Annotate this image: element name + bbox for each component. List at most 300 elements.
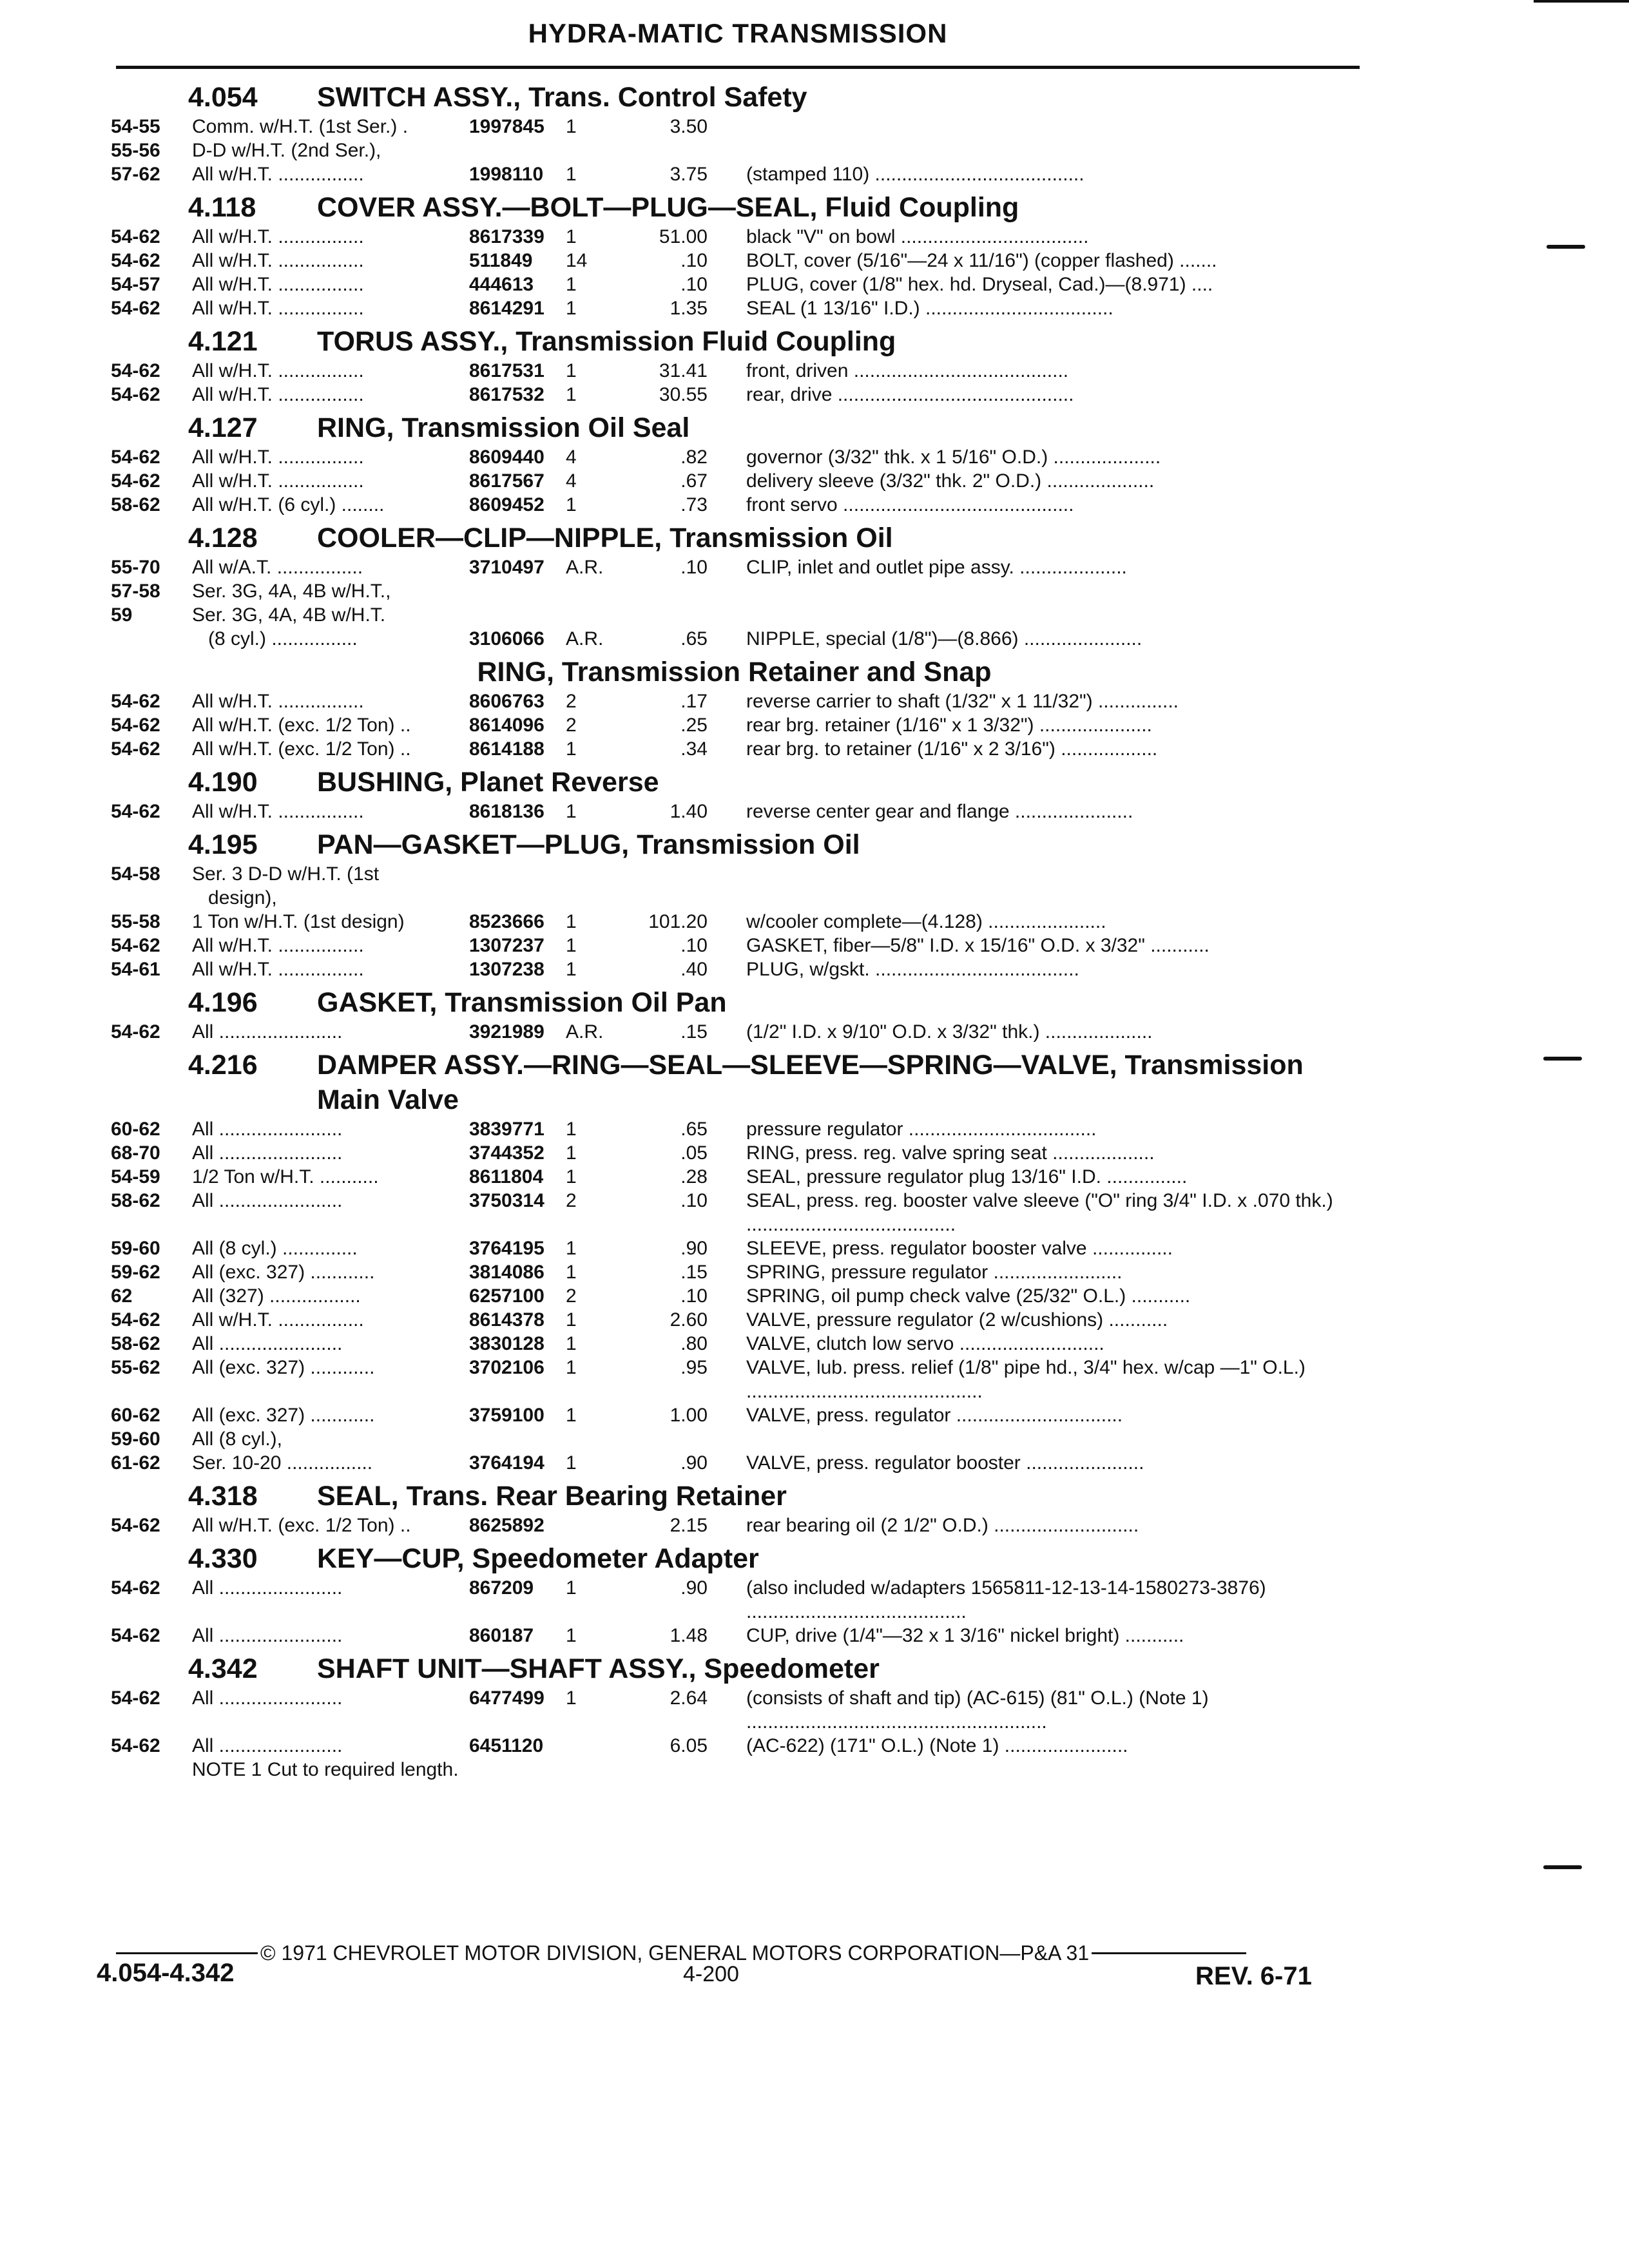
section-title: PAN—GASKET—PLUG, Transmission Oil (317, 829, 860, 860)
section-heading (111, 765, 1358, 800)
description: VALVE, lub. press. relief (1/8" pipe hd., 3/4" hex. w/cap —1" O.L.) ............................................ (746, 1357, 1311, 1402)
price: 101.20 (648, 911, 708, 932)
part-number: 8617567 (469, 470, 545, 492)
part-row (111, 886, 1358, 910)
price: 2.60 (670, 1309, 708, 1331)
description: PLUG, cover (1/8" hex. hd. Dryseal, Cad.)—(8.971) .... (746, 274, 1213, 295)
model-years: 60-62 (111, 1405, 160, 1426)
section-number: 4.121 (188, 326, 258, 357)
section-heading (111, 1479, 1358, 1514)
price: 3.50 (670, 116, 708, 137)
part-row (111, 689, 1358, 713)
part-number: 3106066 (469, 628, 545, 649)
model-years: 54-62 (111, 1577, 160, 1599)
application: 1 Ton w/H.T. (1st design) (192, 911, 405, 932)
model-years: 54-58 (111, 863, 160, 885)
quantity: 1 (566, 1577, 577, 1599)
section-heading (111, 80, 1358, 115)
quantity: 1 (566, 116, 577, 137)
section-title: GASKET, Transmission Oil Pan (317, 987, 727, 1018)
part-row (111, 1165, 1358, 1189)
description: GASKET, fiber—5/8" I.D. x 15/16" O.D. x 3/32" ........... (746, 935, 1210, 956)
quantity: 1 (566, 1452, 577, 1474)
model-years: 62 (111, 1285, 133, 1307)
price: .80 (680, 1333, 708, 1354)
price: 6.05 (670, 1735, 708, 1756)
model-years: 54-62 (111, 250, 160, 271)
quantity: 1 (566, 1333, 577, 1354)
quantity: 2 (566, 691, 577, 712)
description: reverse center gear and flange ...................... (746, 801, 1133, 822)
application: Comm. w/H.T. (1st Ser.) . (192, 116, 409, 137)
part-row (111, 445, 1358, 469)
part-row (111, 1236, 1358, 1260)
price: 1.35 (670, 298, 708, 319)
application: All w/H.T. (6 cyl.) ........ (192, 494, 385, 515)
part-row (111, 469, 1358, 493)
part-number: 3921989 (469, 1021, 545, 1043)
model-years: 54-62 (111, 935, 160, 956)
part-number: 3814086 (469, 1262, 545, 1283)
part-row (111, 579, 1358, 603)
description: SPRING, pressure regulator ........................ (746, 1262, 1123, 1283)
application: Ser. 10-20 ................ (192, 1452, 373, 1474)
model-years: 54-59 (111, 1166, 160, 1187)
catalog-section (111, 190, 1358, 320)
quantity: 1 (566, 298, 577, 319)
application: All w/H.T. ................ (192, 298, 364, 319)
quantity: 1 (566, 959, 577, 980)
footer-revision: REV. 6-71 (1195, 1962, 1312, 1990)
catalog-section (111, 765, 1358, 823)
quantity: A.R. (566, 628, 604, 649)
page-edge-mark-2 (1543, 1057, 1582, 1061)
quantity: A.R. (566, 1021, 604, 1043)
description: (consists of shaft and tip) (AC-615) (81" O.L.) (Note 1) ........................................................ (746, 1687, 1214, 1733)
catalog-section (111, 827, 1358, 981)
model-years: 54-62 (111, 447, 160, 468)
quantity: 1 (566, 1119, 577, 1140)
part-number: 511849 (469, 250, 533, 271)
footer-group-range: 4.054-4.342 (97, 1959, 235, 1987)
catalog-section (111, 324, 1358, 407)
application: All w/H.T. (exc. 1/2 Ton) .. (192, 715, 411, 736)
part-row (111, 115, 1358, 139)
model-years: 54-62 (111, 1625, 160, 1646)
model-years: 59-62 (111, 1262, 160, 1283)
quantity: 1 (566, 1405, 577, 1426)
part-number: 8617531 (469, 360, 545, 381)
description: (stamped 110) ....................................... (746, 164, 1084, 185)
description: CLIP, inlet and outlet pipe assy. .................... (746, 557, 1127, 578)
application: All w/H.T. ................ (192, 935, 364, 956)
part-number: 8617339 (469, 226, 545, 247)
application: All w/H.T. ................ (192, 226, 364, 247)
part-number: 8611804 (469, 1166, 544, 1187)
quantity: 1 (566, 274, 577, 295)
application: All w/H.T. ................ (192, 1309, 364, 1331)
price: .10 (680, 274, 708, 295)
part-row (111, 1403, 1358, 1427)
section-number: 4.330 (188, 1543, 258, 1574)
model-years: 55-56 (111, 140, 160, 161)
part-row (111, 1686, 1358, 1734)
quantity: 4 (566, 470, 577, 492)
price: .67 (680, 470, 708, 492)
model-years: 55-62 (111, 1357, 160, 1378)
section-title: TORUS ASSY., Transmission Fluid Coupling (317, 326, 896, 357)
section-heading (111, 1048, 1358, 1117)
description: NIPPLE, special (1/8")—(8.866) ...................... (746, 628, 1142, 649)
application: design), (192, 887, 277, 908)
quantity: 1 (566, 1625, 577, 1646)
model-years: 57-62 (111, 164, 160, 185)
part-row (111, 493, 1358, 517)
description: rear, drive ............................................ (746, 384, 1074, 405)
part-number: 3710497 (469, 557, 545, 578)
footer-copyright: © 1971 CHEVROLET MOTOR DIVISION, GENERAL MOTORS CORPORATION—P&A 31 (260, 1941, 1090, 1965)
part-row (111, 249, 1358, 273)
quantity: 1 (566, 1166, 577, 1187)
description: BOLT, cover (5/16"—24 x 11/16") (copper flashed) ....... (746, 250, 1217, 271)
section-title: SEAL, Trans. Rear Bearing Retainer (317, 1481, 787, 1512)
part-row (111, 1332, 1358, 1356)
part-row (111, 1141, 1358, 1165)
price: .73 (680, 494, 708, 515)
catalog-section (111, 80, 1358, 186)
section-title: RING, Transmission Oil Seal (317, 412, 690, 443)
catalog-section (111, 410, 1358, 517)
quantity: 4 (566, 447, 577, 468)
model-years: 54-62 (111, 1687, 160, 1709)
part-row (111, 910, 1358, 934)
part-number: 867209 (469, 1577, 534, 1599)
application: All ....................... (192, 1735, 343, 1756)
model-years: 54-57 (111, 274, 160, 295)
application: All (exc. 327) ............ (192, 1405, 375, 1426)
section-heading (111, 521, 1358, 555)
description: front, driven ........................................ (746, 360, 1069, 381)
model-years: 55-70 (111, 557, 160, 578)
part-number: 6257100 (469, 1285, 545, 1307)
application: All (8 cyl.), (192, 1428, 283, 1450)
quantity: 1 (566, 911, 577, 932)
section-number: 4.118 (188, 192, 256, 223)
part-row (111, 225, 1358, 249)
parts-catalog-body (111, 76, 1358, 1782)
model-years: 59-60 (111, 1238, 160, 1259)
application: All w/H.T. ................ (192, 447, 364, 468)
section-title: COVER ASSY.—BOLT—PLUG—SEAL, Fluid Coupling (317, 192, 1019, 223)
part-row (111, 800, 1358, 823)
price: .15 (680, 1262, 708, 1283)
quantity: 1 (566, 164, 577, 185)
quantity: 1 (566, 384, 577, 405)
part-row (111, 1734, 1358, 1758)
price: .25 (680, 715, 708, 736)
quantity: 1 (566, 494, 577, 515)
page-edge-mark-top (1534, 0, 1629, 3)
section-heading (111, 985, 1358, 1020)
description: RING, press. reg. valve spring seat ................... (746, 1142, 1155, 1164)
page-edge-mark-3 (1543, 1865, 1582, 1869)
price: .10 (680, 250, 708, 271)
price: .82 (680, 447, 708, 468)
model-years: 54-62 (111, 715, 160, 736)
price: .90 (680, 1577, 708, 1599)
price: 2.15 (670, 1515, 708, 1536)
part-row (111, 1427, 1358, 1451)
model-years: 60-62 (111, 1119, 160, 1140)
model-years: 54-62 (111, 470, 160, 492)
price: 1.40 (670, 801, 708, 822)
model-years: 54-62 (111, 691, 160, 712)
description: governor (3/32" thk. x 1 5/16" O.D.) .................... (746, 447, 1161, 468)
application: All w/H.T. ................ (192, 470, 364, 492)
part-row (111, 296, 1358, 320)
model-years: 54-62 (111, 226, 160, 247)
application: All ....................... (192, 1142, 343, 1164)
part-row (111, 1308, 1358, 1332)
part-row (111, 1284, 1358, 1308)
part-row (111, 862, 1358, 886)
application: Ser. 3G, 4A, 4B w/H.T., (192, 581, 391, 602)
application: All w/A.T. ................ (192, 557, 363, 578)
price: 51.00 (659, 226, 708, 247)
part-row (111, 1189, 1358, 1236)
description: front servo ........................................... (746, 494, 1074, 515)
catalog-section (111, 985, 1358, 1044)
part-row (111, 383, 1358, 407)
part-row (111, 1451, 1358, 1475)
part-number: 3702106 (469, 1357, 545, 1378)
section-heading (111, 410, 1358, 445)
section-title: DAMPER ASSY.—RING—SEAL—SLEEVE—SPRING—VALVE, Transmission Main Valve (317, 1050, 1304, 1115)
price: .65 (680, 1119, 708, 1140)
model-years: 54-62 (111, 298, 160, 319)
catalog-section (111, 1479, 1358, 1537)
part-row (111, 603, 1358, 627)
description: rear brg. to retainer (1/16" x 2 3/16") .................. (746, 738, 1158, 760)
part-number: 8614291 (469, 298, 545, 319)
model-years: 57-58 (111, 581, 160, 602)
model-years: 54-62 (111, 1309, 160, 1331)
application: All (exc. 327) ............ (192, 1262, 375, 1283)
price: .40 (680, 959, 708, 980)
application: All w/H.T. (exc. 1/2 Ton) .. (192, 738, 411, 760)
price: .17 (680, 691, 708, 712)
application: All (327) ................. (192, 1285, 361, 1307)
application: All ....................... (192, 1687, 343, 1709)
catalog-section (111, 655, 1358, 761)
quantity: 2 (566, 1285, 577, 1307)
section-title: SWITCH ASSY., Trans. Control Safety (317, 82, 807, 113)
part-number: 8523666 (469, 911, 545, 932)
section-title: RING, Transmission Retainer and Snap (477, 657, 992, 687)
quantity: 1 (566, 226, 577, 247)
section-number: 4.318 (188, 1481, 258, 1512)
quantity: 1 (566, 1357, 577, 1378)
part-number: 3764195 (469, 1238, 545, 1259)
catalog-section (111, 1541, 1358, 1648)
part-row (111, 1624, 1358, 1648)
description: SEAL, pressure regulator plug 13/16" I.D. ............... (746, 1166, 1188, 1187)
page-edge-mark-1 (1547, 245, 1585, 249)
section-heading (111, 1541, 1358, 1576)
description: SPRING, oil pump check valve (25/32" O.L.) ........... (746, 1285, 1191, 1307)
application: Ser. 3G, 4A, 4B w/H.T. (192, 604, 386, 626)
model-years: 54-62 (111, 801, 160, 822)
model-years: 61-62 (111, 1452, 160, 1474)
part-number: 8614188 (469, 738, 545, 760)
price: .15 (680, 1021, 708, 1043)
part-row (111, 713, 1358, 737)
description: VALVE, clutch low servo ........................... (746, 1333, 1104, 1354)
application: All w/H.T. ................ (192, 384, 364, 405)
model-years: 68-70 (111, 1142, 160, 1164)
description: rear brg. retainer (1/16" x 1 3/32") ..................... (746, 715, 1152, 736)
part-number: 3839771 (469, 1119, 545, 1140)
part-row (111, 359, 1358, 383)
application: All ....................... (192, 1577, 343, 1599)
description: VALVE, press. regulator ............................... (746, 1405, 1123, 1426)
section-title: BUSHING, Planet Reverse (317, 767, 659, 798)
application: All ....................... (192, 1625, 343, 1646)
price: .65 (680, 628, 708, 649)
application: D-D w/H.T. (2nd Ser.), (192, 140, 381, 161)
part-number: 1307237 (469, 935, 545, 956)
application: All w/H.T. ................ (192, 801, 364, 822)
price: 1.48 (670, 1625, 708, 1646)
application: All ....................... (192, 1021, 343, 1043)
part-row (111, 934, 1358, 957)
price: .05 (680, 1142, 708, 1164)
application: (8 cyl.) ................ (192, 628, 358, 649)
model-years: 54-61 (111, 959, 160, 980)
header-rule (116, 66, 1360, 69)
model-years: 54-62 (111, 384, 160, 405)
price: .28 (680, 1166, 708, 1187)
section-heading (111, 324, 1358, 359)
application: All w/H.T. (exc. 1/2 Ton) .. (192, 1515, 411, 1536)
description: VALVE, pressure regulator (2 w/cushions) ........... (746, 1309, 1168, 1331)
description: pressure regulator ................................... (746, 1119, 1097, 1140)
description: CUP, drive (1/4"—32 x 1 3/16" nickel bright) ........... (746, 1625, 1184, 1646)
quantity: 1 (566, 935, 577, 956)
description: SLEEVE, press. regulator booster valve ............... (746, 1238, 1173, 1259)
application: 1/2 Ton w/H.T. ........... (192, 1166, 379, 1187)
quantity: 1 (566, 360, 577, 381)
description: (1/2" I.D. x 9/10" O.D. x 3/32" thk.) .................... (746, 1021, 1153, 1043)
description: (also included w/adapters 1565811-12-13-14-1580273-3876) ......................................... (746, 1577, 1272, 1622)
catalog-section (111, 521, 1358, 651)
application: All w/H.T. ................ (192, 691, 364, 712)
section-title: KEY—CUP, Speedometer Adapter (317, 1543, 759, 1574)
quantity: 1 (566, 1309, 577, 1331)
model-years: 54-62 (111, 1021, 160, 1043)
price: .10 (680, 1190, 708, 1211)
page-title: HYDRA-MATIC TRANSMISSION (528, 18, 948, 48)
catalog-section (111, 1651, 1358, 1782)
footer-page-number: 4-200 (683, 1962, 739, 1986)
section-number: 4.342 (188, 1653, 258, 1684)
part-row (111, 555, 1358, 579)
part-row (111, 1020, 1358, 1044)
part-number: 8614096 (469, 715, 545, 736)
description: black "V" on bowl ................................... (746, 226, 1089, 247)
description: SEAL (1 13/16" I.D.) ................................... (746, 298, 1113, 319)
part-number: 3764194 (469, 1452, 545, 1474)
part-number: 6477499 (469, 1687, 545, 1709)
part-row (111, 957, 1358, 981)
quantity: 14 (566, 250, 588, 271)
quantity: 1 (566, 1238, 577, 1259)
application: All w/H.T. ................ (192, 360, 364, 381)
part-number: 1307238 (469, 959, 545, 980)
price: 31.41 (659, 360, 708, 381)
part-number: 8618136 (469, 801, 545, 822)
application: All (exc. 327) ............ (192, 1357, 375, 1378)
section-number: 4.216 (188, 1050, 258, 1081)
application: All ....................... (192, 1119, 343, 1140)
part-row (111, 737, 1358, 761)
part-row (111, 273, 1358, 296)
section-note: NOTE 1 Cut to required length. (192, 1759, 459, 1780)
quantity: 1 (566, 1262, 577, 1283)
quantity: 2 (566, 715, 577, 736)
part-row (111, 139, 1358, 162)
quantity: 1 (566, 1142, 577, 1164)
section-title: COOLER—CLIP—NIPPLE, Transmission Oil (317, 523, 893, 553)
price: .90 (680, 1238, 708, 1259)
application: All w/H.T. ................ (192, 959, 364, 980)
quantity: 1 (566, 738, 577, 760)
application: All w/H.T. ................ (192, 250, 364, 271)
price: .34 (680, 738, 708, 760)
model-years: 58-62 (111, 494, 160, 515)
application: All ....................... (192, 1190, 343, 1211)
price: .10 (680, 935, 708, 956)
description: reverse carrier to shaft (1/32" x 1 11/32") ............... (746, 691, 1179, 712)
quantity: 1 (566, 1687, 577, 1709)
model-years: 54-62 (111, 360, 160, 381)
description: (AC-622) (171" O.L.) (Note 1) ....................... (746, 1735, 1128, 1756)
part-number: 3750314 (469, 1190, 545, 1211)
catalog-section (111, 1048, 1358, 1475)
part-row (111, 1576, 1358, 1624)
quantity: A.R. (566, 557, 604, 578)
application: All w/H.T. ................ (192, 274, 364, 295)
description: VALVE, press. regulator booster ...................... (746, 1452, 1144, 1474)
part-number: 8609452 (469, 494, 545, 515)
section-heading (111, 827, 1358, 862)
part-number: 860187 (469, 1625, 534, 1646)
description: delivery sleeve (3/32" thk. 2" O.D.) .................... (746, 470, 1155, 492)
model-years: 54-62 (111, 1735, 160, 1756)
price: 30.55 (659, 384, 708, 405)
part-number: 8614378 (469, 1309, 545, 1331)
section-number: 4.190 (188, 767, 258, 798)
application: All ....................... (192, 1333, 343, 1354)
part-row (111, 162, 1358, 186)
section-number: 4.127 (188, 412, 258, 443)
model-years: 58-62 (111, 1190, 160, 1211)
description: SEAL, press. reg. booster valve sleeve ("O" ring 3/4" I.D. x .070 thk.) ....................................... (746, 1190, 1339, 1235)
price: .10 (680, 557, 708, 578)
application: All w/H.T. ................ (192, 164, 364, 185)
description: rear bearing oil (2 1/2" O.D.) ........................... (746, 1515, 1139, 1536)
part-row (111, 1260, 1358, 1284)
